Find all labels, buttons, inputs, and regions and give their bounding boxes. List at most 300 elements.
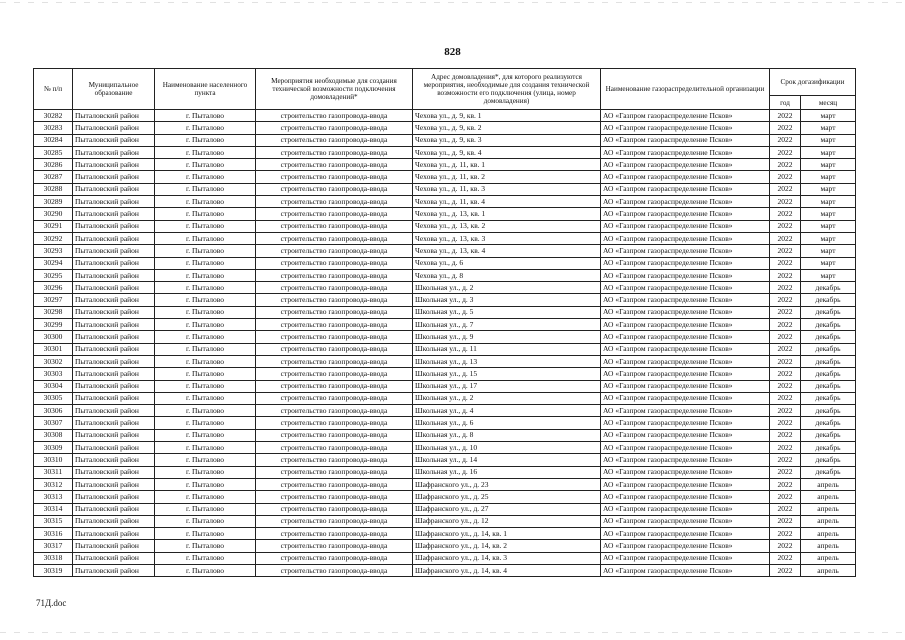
cell-settlement: г. Пыталово — [155, 232, 256, 244]
cell-measures: строительство газопровода-ввода — [256, 491, 413, 503]
cell-year: 2022 — [770, 552, 801, 564]
cell-num: 30314 — [34, 503, 73, 515]
cell-address: Школьная ул., д. 5 — [413, 306, 601, 318]
cell-municipality: Пыталовский район — [73, 442, 155, 454]
cell-month: декабрь — [801, 306, 856, 318]
cell-month: март — [801, 134, 856, 146]
cell-address: Школьная ул., д. 16 — [413, 466, 601, 478]
cell-year: 2022 — [770, 405, 801, 417]
cell-org: АО «Газпром газораспределение Псков» — [601, 540, 770, 552]
cell-month: март — [801, 208, 856, 220]
cell-municipality: Пыталовский район — [73, 380, 155, 392]
cell-month: декабрь — [801, 368, 856, 380]
cell-org: АО «Газпром газораспределение Псков» — [601, 478, 770, 490]
cell-num: 30298 — [34, 306, 73, 318]
header-year: год — [770, 96, 801, 110]
cell-municipality: Пыталовский район — [73, 343, 155, 355]
cell-municipality: Пыталовский район — [73, 220, 155, 232]
cell-year: 2022 — [770, 528, 801, 540]
cell-org: АО «Газпром газораспределение Псков» — [601, 355, 770, 367]
table-row — [34, 540, 856, 552]
cell-municipality: Пыталовский район — [73, 429, 155, 441]
cell-num: 30311 — [34, 466, 73, 478]
cell-address: Чехова ул., д. 6 — [413, 257, 601, 269]
table-body — [34, 110, 856, 577]
cell-measures: строительство газопровода-ввода — [256, 257, 413, 269]
cell-address: Чехова ул., д. 11, кв. 1 — [413, 159, 601, 171]
cell-municipality: Пыталовский район — [73, 134, 155, 146]
cell-month: март — [801, 183, 856, 195]
cell-measures: строительство газопровода-ввода — [256, 220, 413, 232]
cell-settlement: г. Пыталово — [155, 319, 256, 331]
cell-address: Чехова ул., д. 13, кв. 1 — [413, 208, 601, 220]
cell-org: АО «Газпром газораспределение Псков» — [601, 196, 770, 208]
cell-municipality: Пыталовский район — [73, 269, 155, 281]
table-row — [34, 319, 856, 331]
cell-month: апрель — [801, 528, 856, 540]
cell-month: март — [801, 159, 856, 171]
cell-org: АО «Газпром газораспределение Псков» — [601, 146, 770, 158]
file-name-footer: 71Д.doc — [36, 598, 67, 608]
cell-num: 30296 — [34, 282, 73, 294]
cell-org: АО «Газпром газораспределение Псков» — [601, 331, 770, 343]
table-row — [34, 417, 856, 429]
cell-address: Школьная ул., д. 9 — [413, 331, 601, 343]
table-header — [34, 69, 856, 110]
cell-year: 2022 — [770, 110, 801, 122]
cell-settlement: г. Пыталово — [155, 405, 256, 417]
cell-address: Чехова ул., д. 11, кв. 4 — [413, 196, 601, 208]
cell-settlement: г. Пыталово — [155, 257, 256, 269]
cell-num: 30291 — [34, 220, 73, 232]
cell-year: 2022 — [770, 380, 801, 392]
cell-address: Шафранского ул., д. 23 — [413, 478, 601, 490]
cell-municipality: Пыталовский район — [73, 245, 155, 257]
cell-settlement: г. Пыталово — [155, 454, 256, 466]
cell-org: АО «Газпром газораспределение Псков» — [601, 245, 770, 257]
cell-address: Чехова ул., д. 11, кв. 3 — [413, 183, 601, 195]
cell-num: 30282 — [34, 110, 73, 122]
cell-settlement: г. Пыталово — [155, 196, 256, 208]
cell-month: март — [801, 257, 856, 269]
cell-address: Школьная ул., д. 8 — [413, 429, 601, 441]
cell-year: 2022 — [770, 134, 801, 146]
cell-org: АО «Газпром газораспределение Псков» — [601, 429, 770, 441]
cell-address: Шафранского ул., д. 14, кв. 1 — [413, 528, 601, 540]
table-row — [34, 269, 856, 281]
cell-municipality: Пыталовский район — [73, 306, 155, 318]
cell-address: Школьная ул., д. 2 — [413, 392, 601, 404]
header-num: № п/п — [34, 69, 73, 110]
header-address: Адрес домовладения*, для которого реализуются мероприятия, необходимые для создания технической возможности его подключения (улица, номер домовладения) — [413, 69, 601, 110]
cell-num: 30288 — [34, 183, 73, 195]
cell-num: 30317 — [34, 540, 73, 552]
table-row — [34, 355, 856, 367]
cell-month: март — [801, 122, 856, 134]
cell-settlement: г. Пыталово — [155, 564, 256, 576]
cell-address: Чехова ул., д. 9, кв. 1 — [413, 110, 601, 122]
cell-measures: строительство газопровода-ввода — [256, 183, 413, 195]
cell-year: 2022 — [770, 282, 801, 294]
cell-year: 2022 — [770, 220, 801, 232]
cell-address: Чехова ул., д. 13, кв. 2 — [413, 220, 601, 232]
cell-measures: строительство газопровода-ввода — [256, 134, 413, 146]
cell-year: 2022 — [770, 454, 801, 466]
table-row — [34, 503, 856, 515]
cell-municipality: Пыталовский район — [73, 171, 155, 183]
scan-edge-top — [0, 2, 905, 3]
cell-measures: строительство газопровода-ввода — [256, 208, 413, 220]
cell-settlement: г. Пыталово — [155, 540, 256, 552]
table-row — [34, 171, 856, 183]
cell-month: декабрь — [801, 417, 856, 429]
cell-measures: строительство газопровода-ввода — [256, 159, 413, 171]
cell-year: 2022 — [770, 503, 801, 515]
cell-org: АО «Газпром газораспределение Псков» — [601, 417, 770, 429]
cell-municipality: Пыталовский район — [73, 355, 155, 367]
cell-num: 30310 — [34, 454, 73, 466]
cell-measures: строительство газопровода-ввода — [256, 528, 413, 540]
cell-year: 2022 — [770, 232, 801, 244]
cell-settlement: г. Пыталово — [155, 245, 256, 257]
cell-municipality: Пыталовский район — [73, 503, 155, 515]
cell-num: 30300 — [34, 331, 73, 343]
cell-address: Школьная ул., д. 17 — [413, 380, 601, 392]
cell-measures: строительство газопровода-ввода — [256, 380, 413, 392]
table-row — [34, 368, 856, 380]
scan-edge-bottom — [0, 632, 905, 633]
cell-month: апрель — [801, 540, 856, 552]
cell-settlement: г. Пыталово — [155, 269, 256, 281]
cell-settlement: г. Пыталово — [155, 503, 256, 515]
cell-month: декабрь — [801, 294, 856, 306]
cell-address: Школьная ул., д. 7 — [413, 319, 601, 331]
cell-num: 30316 — [34, 528, 73, 540]
cell-municipality: Пыталовский район — [73, 294, 155, 306]
cell-org: АО «Газпром газораспределение Псков» — [601, 282, 770, 294]
cell-year: 2022 — [770, 515, 801, 527]
cell-org: АО «Газпром газораспределение Псков» — [601, 232, 770, 244]
cell-org: АО «Газпром газораспределение Псков» — [601, 491, 770, 503]
cell-org: АО «Газпром газораспределение Псков» — [601, 454, 770, 466]
cell-measures: строительство газопровода-ввода — [256, 405, 413, 417]
cell-address: Шафранского ул., д. 25 — [413, 491, 601, 503]
cell-num: 30306 — [34, 405, 73, 417]
cell-municipality: Пыталовский район — [73, 392, 155, 404]
cell-year: 2022 — [770, 442, 801, 454]
table-row — [34, 294, 856, 306]
cell-num: 30299 — [34, 319, 73, 331]
cell-month: март — [801, 110, 856, 122]
table-row — [34, 122, 856, 134]
cell-month: апрель — [801, 515, 856, 527]
cell-year: 2022 — [770, 540, 801, 552]
cell-year: 2022 — [770, 171, 801, 183]
cell-org: АО «Газпром газораспределение Псков» — [601, 306, 770, 318]
cell-num: 30303 — [34, 368, 73, 380]
table-row — [34, 343, 856, 355]
cell-measures: строительство газопровода-ввода — [256, 478, 413, 490]
cell-year: 2022 — [770, 146, 801, 158]
cell-settlement: г. Пыталово — [155, 466, 256, 478]
cell-address: Шафранского ул., д. 14, кв. 2 — [413, 540, 601, 552]
cell-org: АО «Газпром газораспределение Псков» — [601, 110, 770, 122]
cell-year: 2022 — [770, 429, 801, 441]
cell-address: Чехова ул., д. 11, кв. 2 — [413, 171, 601, 183]
cell-month: апрель — [801, 552, 856, 564]
cell-num: 30286 — [34, 159, 73, 171]
cell-address: Школьная ул., д. 13 — [413, 355, 601, 367]
cell-num: 30301 — [34, 343, 73, 355]
cell-month: март — [801, 269, 856, 281]
cell-month: апрель — [801, 491, 856, 503]
cell-settlement: г. Пыталово — [155, 171, 256, 183]
cell-measures: строительство газопровода-ввода — [256, 294, 413, 306]
cell-municipality: Пыталовский район — [73, 478, 155, 490]
cell-measures: строительство газопровода-ввода — [256, 540, 413, 552]
cell-measures: строительство газопровода-ввода — [256, 319, 413, 331]
cell-year: 2022 — [770, 257, 801, 269]
cell-settlement: г. Пыталово — [155, 159, 256, 171]
cell-year: 2022 — [770, 208, 801, 220]
cell-org: АО «Газпром газораспределение Псков» — [601, 442, 770, 454]
cell-settlement: г. Пыталово — [155, 331, 256, 343]
cell-settlement: г. Пыталово — [155, 368, 256, 380]
cell-municipality: Пыталовский район — [73, 146, 155, 158]
cell-org: АО «Газпром газораспределение Псков» — [601, 564, 770, 576]
cell-municipality: Пыталовский район — [73, 540, 155, 552]
table-row — [34, 146, 856, 158]
cell-org: АО «Газпром газораспределение Псков» — [601, 319, 770, 331]
cell-settlement: г. Пыталово — [155, 134, 256, 146]
cell-month: март — [801, 196, 856, 208]
registry-table — [33, 68, 856, 577]
cell-org: АО «Газпром газораспределение Псков» — [601, 171, 770, 183]
cell-address: Чехова ул., д. 13, кв. 3 — [413, 232, 601, 244]
cell-settlement: г. Пыталово — [155, 183, 256, 195]
table-row — [34, 442, 856, 454]
table-row — [34, 159, 856, 171]
table-row — [34, 110, 856, 122]
header-municipality: Муниципальное образование — [73, 69, 155, 110]
cell-month: декабрь — [801, 405, 856, 417]
cell-measures: строительство газопровода-ввода — [256, 442, 413, 454]
cell-settlement: г. Пыталово — [155, 343, 256, 355]
header-measures: Мероприятия необходимые для создания технической возможности подключения домовладений* — [256, 69, 413, 110]
cell-municipality: Пыталовский район — [73, 491, 155, 503]
cell-settlement: г. Пыталово — [155, 220, 256, 232]
cell-num: 30283 — [34, 122, 73, 134]
cell-month: март — [801, 232, 856, 244]
table-row — [34, 491, 856, 503]
cell-num: 30287 — [34, 171, 73, 183]
cell-address: Школьная ул., д. 10 — [413, 442, 601, 454]
table-row — [34, 331, 856, 343]
cell-settlement: г. Пыталово — [155, 528, 256, 540]
cell-num: 30290 — [34, 208, 73, 220]
cell-year: 2022 — [770, 564, 801, 576]
cell-org: АО «Газпром газораспределение Псков» — [601, 503, 770, 515]
table-row — [34, 429, 856, 441]
cell-org: АО «Газпром газораспределение Псков» — [601, 343, 770, 355]
page-number: 828 — [444, 46, 461, 58]
table-row — [34, 515, 856, 527]
header-term: Срок догазификации — [770, 69, 856, 96]
cell-municipality: Пыталовский район — [73, 196, 155, 208]
cell-org: АО «Газпром газораспределение Псков» — [601, 208, 770, 220]
cell-measures: строительство газопровода-ввода — [256, 392, 413, 404]
table-row — [34, 466, 856, 478]
cell-month: апрель — [801, 478, 856, 490]
cell-org: АО «Газпром газораспределение Псков» — [601, 220, 770, 232]
cell-month: декабрь — [801, 343, 856, 355]
table-row — [34, 552, 856, 564]
cell-settlement: г. Пыталово — [155, 294, 256, 306]
cell-month: март — [801, 171, 856, 183]
cell-measures: строительство газопровода-ввода — [256, 171, 413, 183]
cell-num: 30318 — [34, 552, 73, 564]
cell-year: 2022 — [770, 392, 801, 404]
cell-measures: строительство газопровода-ввода — [256, 355, 413, 367]
cell-num: 30313 — [34, 491, 73, 503]
cell-municipality: Пыталовский район — [73, 183, 155, 195]
cell-address: Шафранского ул., д. 14, кв. 4 — [413, 564, 601, 576]
table-row — [34, 306, 856, 318]
cell-num: 30289 — [34, 196, 73, 208]
cell-year: 2022 — [770, 331, 801, 343]
cell-measures: строительство газопровода-ввода — [256, 343, 413, 355]
cell-year: 2022 — [770, 269, 801, 281]
cell-settlement: г. Пыталово — [155, 442, 256, 454]
cell-num: 30294 — [34, 257, 73, 269]
cell-org: АО «Газпром газораспределение Псков» — [601, 368, 770, 380]
cell-measures: строительство газопровода-ввода — [256, 269, 413, 281]
cell-year: 2022 — [770, 491, 801, 503]
table-row — [34, 564, 856, 576]
cell-org: АО «Газпром газораспределение Псков» — [601, 528, 770, 540]
cell-month: декабрь — [801, 282, 856, 294]
cell-year: 2022 — [770, 478, 801, 490]
cell-address: Чехова ул., д. 8 — [413, 269, 601, 281]
header-org: Наименование газораспределительной организации — [601, 69, 770, 110]
cell-num: 30302 — [34, 355, 73, 367]
cell-measures: строительство газопровода-ввода — [256, 245, 413, 257]
cell-address: Школьная ул., д. 6 — [413, 417, 601, 429]
cell-settlement: г. Пыталово — [155, 282, 256, 294]
cell-org: АО «Газпром газораспределение Псков» — [601, 405, 770, 417]
table-row — [34, 380, 856, 392]
cell-month: декабрь — [801, 331, 856, 343]
cell-measures: строительство газопровода-ввода — [256, 515, 413, 527]
cell-org: АО «Газпром газораспределение Псков» — [601, 380, 770, 392]
table-row — [34, 454, 856, 466]
cell-year: 2022 — [770, 319, 801, 331]
cell-num: 30295 — [34, 269, 73, 281]
cell-year: 2022 — [770, 343, 801, 355]
cell-settlement: г. Пыталово — [155, 146, 256, 158]
cell-year: 2022 — [770, 245, 801, 257]
cell-org: АО «Газпром газораспределение Псков» — [601, 466, 770, 478]
cell-address: Школьная ул., д. 11 — [413, 343, 601, 355]
cell-org: АО «Газпром газораспределение Псков» — [601, 392, 770, 404]
cell-measures: строительство газопровода-ввода — [256, 232, 413, 244]
cell-year: 2022 — [770, 122, 801, 134]
table-row — [34, 183, 856, 195]
cell-org: АО «Газпром газораспределение Псков» — [601, 134, 770, 146]
table-row — [34, 208, 856, 220]
cell-month: декабрь — [801, 454, 856, 466]
cell-num: 30312 — [34, 478, 73, 490]
cell-month: декабрь — [801, 392, 856, 404]
cell-municipality: Пыталовский район — [73, 552, 155, 564]
cell-address: Чехова ул., д. 13, кв. 4 — [413, 245, 601, 257]
cell-num: 30319 — [34, 564, 73, 576]
header-settlement: Наименование населенного пункта — [155, 69, 256, 110]
cell-org: АО «Газпром газораспределение Псков» — [601, 183, 770, 195]
cell-org: АО «Газпром газораспределение Псков» — [601, 552, 770, 564]
cell-municipality: Пыталовский район — [73, 454, 155, 466]
cell-municipality: Пыталовский район — [73, 208, 155, 220]
table-row — [34, 196, 856, 208]
cell-municipality: Пыталовский район — [73, 405, 155, 417]
cell-num: 30304 — [34, 380, 73, 392]
cell-org: АО «Газпром газораспределение Псков» — [601, 159, 770, 171]
cell-num: 30308 — [34, 429, 73, 441]
cell-settlement: г. Пыталово — [155, 478, 256, 490]
cell-org: АО «Газпром газораспределение Псков» — [601, 122, 770, 134]
cell-measures: строительство газопровода-ввода — [256, 417, 413, 429]
cell-month: декабрь — [801, 442, 856, 454]
table-row — [34, 257, 856, 269]
cell-address: Школьная ул., д. 2 — [413, 282, 601, 294]
cell-municipality: Пыталовский район — [73, 159, 155, 171]
cell-year: 2022 — [770, 294, 801, 306]
cell-settlement: г. Пыталово — [155, 355, 256, 367]
cell-month: декабрь — [801, 466, 856, 478]
cell-address: Шафранского ул., д. 14, кв. 3 — [413, 552, 601, 564]
cell-address: Школьная ул., д. 15 — [413, 368, 601, 380]
cell-municipality: Пыталовский район — [73, 368, 155, 380]
cell-measures: строительство газопровода-ввода — [256, 466, 413, 478]
cell-municipality: Пыталовский район — [73, 528, 155, 540]
cell-num: 30315 — [34, 515, 73, 527]
cell-municipality: Пыталовский район — [73, 331, 155, 343]
cell-num: 30285 — [34, 146, 73, 158]
cell-month: декабрь — [801, 319, 856, 331]
cell-address: Чехова ул., д. 9, кв. 2 — [413, 122, 601, 134]
cell-measures: строительство газопровода-ввода — [256, 503, 413, 515]
cell-year: 2022 — [770, 417, 801, 429]
cell-year: 2022 — [770, 355, 801, 367]
cell-settlement: г. Пыталово — [155, 491, 256, 503]
table-row — [34, 405, 856, 417]
cell-measures: строительство газопровода-ввода — [256, 564, 413, 576]
cell-month: декабрь — [801, 355, 856, 367]
cell-measures: строительство газопровода-ввода — [256, 454, 413, 466]
cell-municipality: Пыталовский район — [73, 515, 155, 527]
table-row — [34, 232, 856, 244]
cell-num: 30305 — [34, 392, 73, 404]
cell-address: Чехова ул., д. 9, кв. 3 — [413, 134, 601, 146]
table-row — [34, 528, 856, 540]
table-row — [34, 282, 856, 294]
cell-settlement: г. Пыталово — [155, 515, 256, 527]
table-row — [34, 245, 856, 257]
cell-municipality: Пыталовский район — [73, 564, 155, 576]
cell-municipality: Пыталовский район — [73, 319, 155, 331]
cell-month: декабрь — [801, 380, 856, 392]
cell-num: 30284 — [34, 134, 73, 146]
